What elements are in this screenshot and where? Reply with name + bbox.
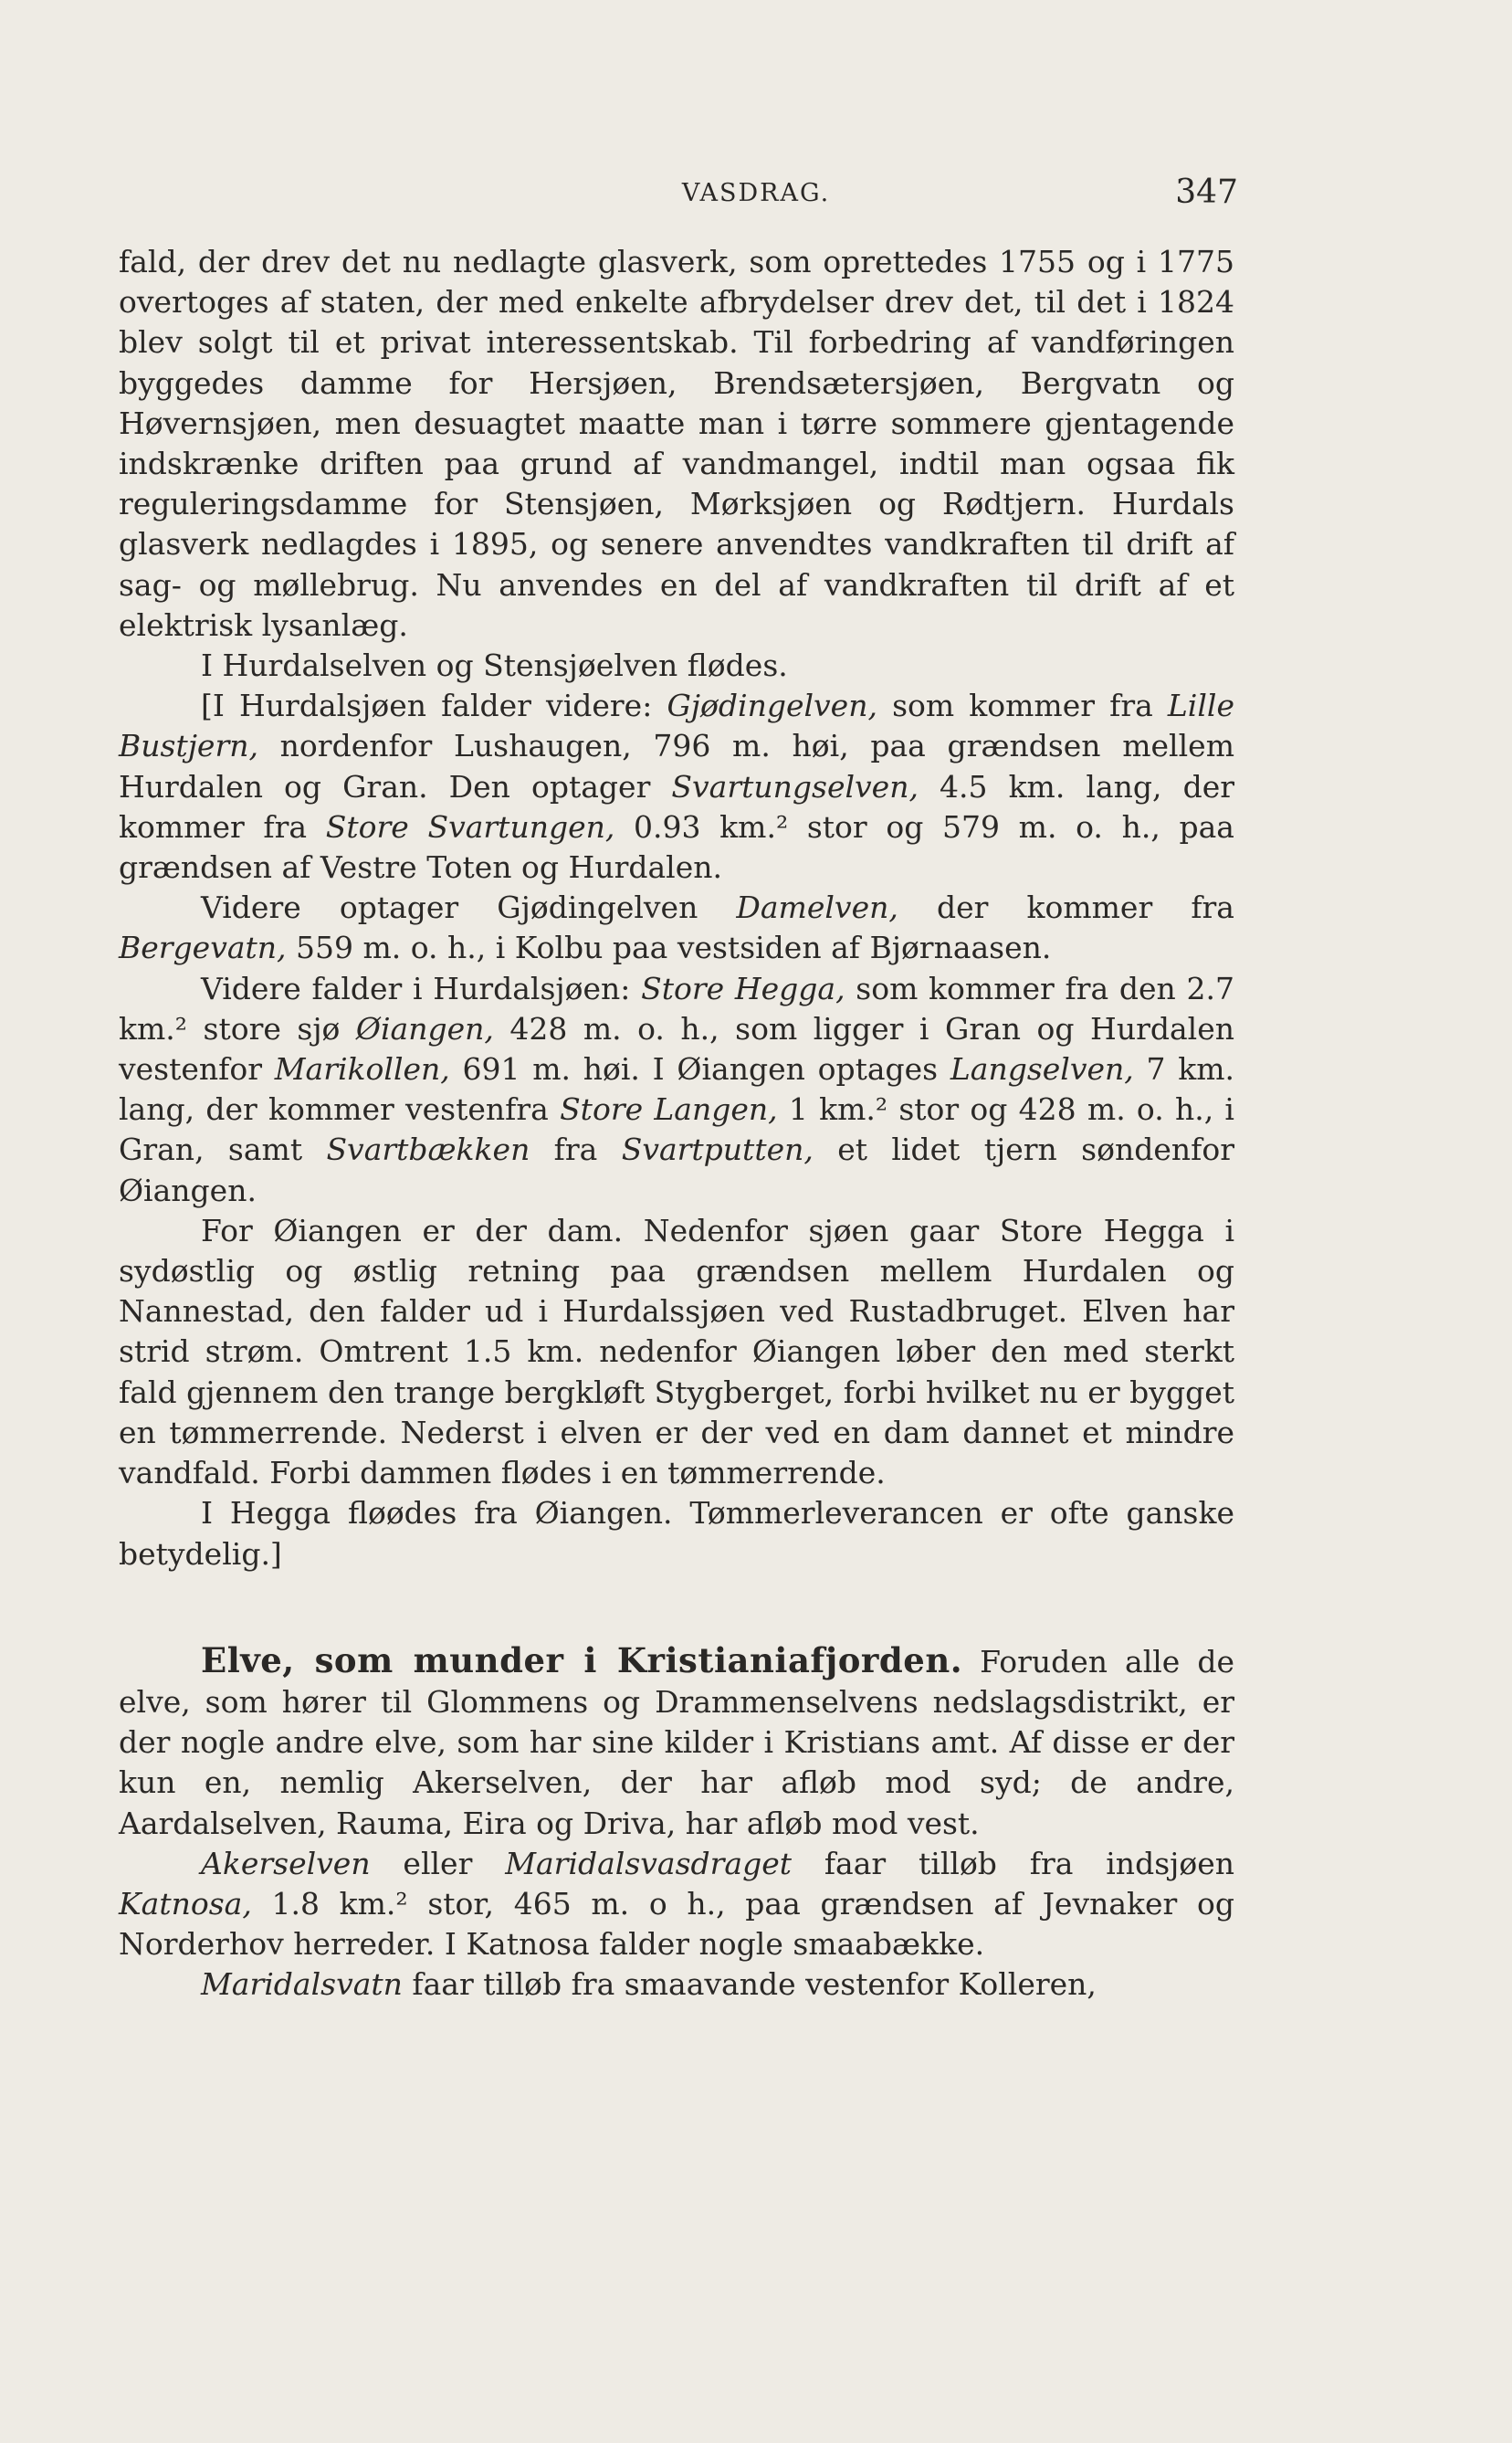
text-run: 1.8 km.² stor, 465 m. o h., paa grændsen af Jevnaker og Norderhov herreder. I Katnosa falder nogle smaabække.: [119, 1885, 1234, 1963]
italic-name: Langselven,: [950, 1051, 1134, 1088]
text-run: som kommer fra den 2.7 km.² store sjø: [119, 970, 1234, 1047]
italic-name: Akerselven: [201, 1845, 371, 1881]
text-run: Videre optager Gjødingelven: [201, 890, 737, 926]
section-heading: Elve, som munder i Kristianiafjorden.: [201, 1639, 963, 1680]
text-run: fald, der drev det nu nedlagte glasverk, som oprettedes 1755 og i 1775 overtoges af staten, der med enkelte afbrydelser drev det, til det i 1824 blev solgt til et privat interessentskab. Til forbedring af vandføringen byggedes damme for Hersjøen, Brendsætersjøen, Bergvatn og Høvernsjøen, men desuagtet maatte man i tørre sommere gjentagende indskrænke driften paa grund af vandmangel, indtil man ogsaa fik reguleringsdamme for Stensjøen, Mørksjøen og Rødtjern. Hurdals glasverk nedlagdes i 1895, og senere anvendtes vandkraften til drift af sag- og møllebrug. Nu anvendes en del af vandkraften til drift af et elektrisk lysanlæg.: [119, 244, 1234, 643]
italic-name: Maridalsvatn: [201, 1966, 403, 2003]
text-run: 559 m. o. h., i Kolbu paa vestsiden af Bjørnaasen.: [286, 930, 1052, 966]
italic-name: Damelven,: [736, 890, 898, 926]
text-run: 4.5 km. lang, der kommer fra: [119, 768, 1234, 845]
text-run: Foruden alle de elve, som hører til Glommens og Drammenselvens nedslagsdistrikt, er der nogle andre elve, som har sine kilder i Kristians amt. Af disse er der kun en, nemlig Akerselven, der har afløb mod syd; de andre, Aardalselven, Rauma, Eira og Driva, har afløb mod vest.: [119, 1643, 1234, 1841]
paragraph: [119, 1964, 1234, 2005]
page-header: [0, 172, 1512, 226]
text-run: [I Hurdalsjøen falder videre:: [201, 688, 667, 724]
section-paragraph: [119, 1640, 1234, 1844]
text-run: Videre falder i Hurdalsjøen:: [201, 970, 642, 1006]
paragraph: [119, 969, 1234, 1211]
italic-name: Store Langen,: [560, 1091, 778, 1128]
italic-name: Lille Bustjern,: [119, 688, 1234, 764]
italic-name: Svartputten,: [621, 1132, 814, 1168]
text-run: 691 m. høi. I Øiangen optages: [449, 1051, 950, 1088]
paragraph: [119, 888, 1234, 968]
text-run: nordenfor Lushaugen, 796 m. høi, paa grændsen mellem Hurdalen og Gran. Den optager: [119, 728, 1234, 805]
italic-name: Svartungselven,: [671, 768, 919, 805]
text-run: som kommer fra: [877, 688, 1168, 724]
paragraph: [119, 1211, 1234, 1493]
text-run: I Hegga fløødes fra Øiangen. Tømmerleverancen er ofte ganske betydelig.]: [119, 1495, 1234, 1572]
italic-name: Svartbækken: [326, 1132, 530, 1168]
paragraph: [119, 646, 1234, 686]
italic-name: Store Hegga,: [641, 970, 845, 1006]
italic-name: Gjødingelven,: [667, 688, 877, 724]
italic-name: Øiangen,: [355, 1010, 494, 1047]
body-text: [119, 242, 1234, 2006]
italic-name: Store Svartungen,: [325, 808, 615, 845]
text-run: I Hurdalselven og Stensjøelven flødes.: [201, 648, 788, 684]
text-run: 7 km. lang, der kommer vestenfra: [119, 1051, 1235, 1128]
paragraph: [119, 242, 1234, 646]
text-run: 1 km.² stor og 428 m. o. h., i Gran, samt: [119, 1091, 1234, 1168]
text-run: 0.93 km.² stor og 579 m. o. h., paa grændsen af Vestre Toten og Hurdalen.: [119, 808, 1234, 886]
text-run: fra: [530, 1132, 622, 1168]
page-number: 347: [1175, 174, 1238, 211]
text-run: For Øiangen er der dam. Nedenfor sjøen gaar Store Hegga i sydøstlig og østlig retning paa grændsen mellem Hurdalen og Nannestad, den falder ud i Hurdalssjøen ved Rustadbruget. Elven har strid strøm. Omtrent 1.5 km. nedenfor Øiangen løber den med sterkt fald gjennem den trange bergkløft Stygberget, forbi hvilket nu er bygget en tømmerrende. Nederst i elven er der ved en dam dannet et mindre vandfald. Forbi dammen flødes i en tømmerrende.: [119, 1212, 1234, 1491]
paragraph: [119, 1493, 1234, 1574]
paragraph: [119, 1844, 1234, 1965]
running-title: VASDRAG.: [681, 179, 831, 207]
italic-name: Bergevatn,: [119, 930, 287, 966]
italic-name: Maridalsvasdraget: [505, 1845, 793, 1881]
text-run: 428 m. o. h., som ligger i Gran og Hurdalen vestenfor: [119, 1010, 1234, 1088]
text-run: faar tilløb fra indsjøen: [792, 1845, 1235, 1881]
text-run: der kommer fra: [898, 890, 1234, 926]
italic-name: Katnosa,: [119, 1885, 252, 1922]
italic-name: Marikollen,: [274, 1051, 450, 1088]
text-run: et lidet tjern søndenfor Øiangen.: [119, 1132, 1234, 1208]
paragraph: [119, 686, 1234, 888]
text-run: eller: [370, 1845, 506, 1881]
text-run: faar tilløb fra smaavande vestenfor Kolleren,: [402, 1966, 1097, 2003]
